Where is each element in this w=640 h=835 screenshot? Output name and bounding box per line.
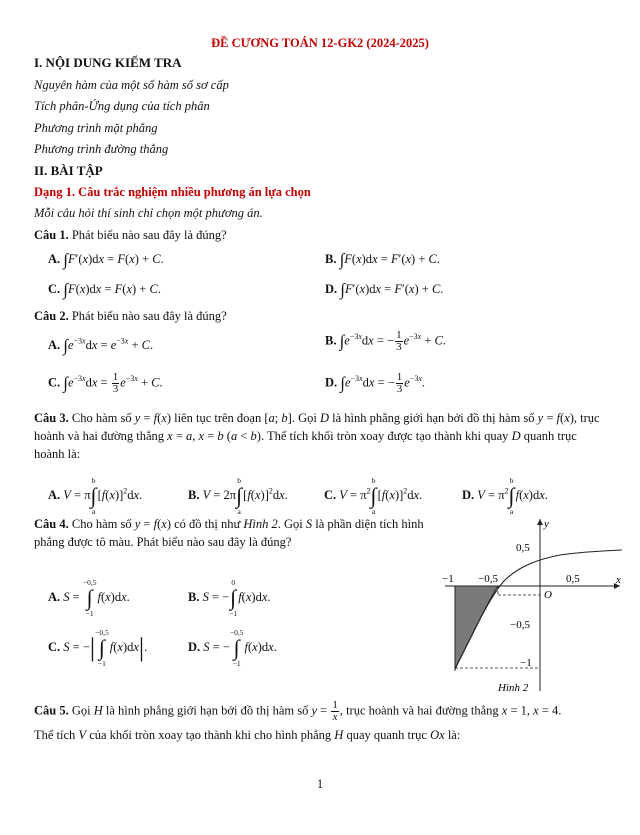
question-text: quay bbox=[484, 429, 509, 443]
q2-option-a[interactable]: A. $\int e^{-3x}dx = e^{-3x} + C$. bbox=[48, 336, 154, 355]
y-axis-arrow bbox=[537, 519, 543, 525]
tick-y-minus-1: −1 bbox=[520, 657, 532, 669]
question-text: quay quanh trục bbox=[346, 728, 427, 742]
option-label: D. bbox=[462, 487, 475, 502]
question-label: Câu 4. bbox=[34, 517, 69, 531]
q1-option-c[interactable]: C. ∫F(x)dx = F(x) + C. bbox=[48, 280, 161, 299]
option-label: A. bbox=[48, 589, 61, 604]
question-text: , trục hoành và hai đường thẳng bbox=[34, 411, 600, 443]
question-text: là: bbox=[447, 728, 461, 742]
question-text: Phát biểu nào sau đây là đúng? bbox=[71, 309, 227, 323]
option-label: A. bbox=[48, 487, 61, 502]
page-title: ĐỀ CƯƠNG TOÁN 12-GK2 (2024-2025) bbox=[211, 36, 429, 50]
option-label: B. bbox=[188, 589, 200, 604]
question-4: Câu 4. Cho hàm số y = f(x) có đồ thị như Hình 2. Gọi S là phần diện tích hình phẳng được tô màu. Phát biểu nào sau đây là đúng? bbox=[34, 517, 424, 549]
option-label: D. bbox=[325, 281, 338, 296]
option-label: B. bbox=[325, 251, 337, 266]
origin-label: O bbox=[544, 589, 552, 601]
question-text: , trục hoành và hai đường thẳng bbox=[339, 703, 499, 718]
q1-option-b[interactable]: B. ∫F(x)dx = F′(x) + C. bbox=[325, 250, 440, 269]
question-text: của khối tròn xoay tạo thành khi cho hình phẳng bbox=[89, 728, 332, 742]
q2-option-c[interactable]: C. $\int e^{-3x}dx$ = $\frac{1}{3}$ $e^{-3x} + C$. bbox=[48, 371, 163, 395]
question-text: hình phẳng được tô màu. Phát biểu nào sau đây là đúng? bbox=[34, 517, 424, 549]
question-label: Câu 5. bbox=[34, 703, 69, 718]
option-label: B. bbox=[325, 333, 337, 348]
q2-option-b[interactable]: B. $\int e^{-3x}dx$ = − $\frac{1}{3}$ $e^{-3x} + C$. bbox=[325, 329, 446, 353]
instruction-text: Mỗi câu hỏi thí sinh chỉ chọn một phương án. bbox=[34, 206, 263, 220]
question-text: quanh trục hoành là: bbox=[34, 429, 577, 461]
question-text: Phát biểu nào sau đây là đúng? bbox=[71, 228, 227, 242]
question-3: Câu 3. Cho hàm số y = f(x) liên tục trên đoạn [a; b]. Gọi D là hình phẳng giới hạn bởi đồ thị hàm số y = f(x), trục hoành và hai đường thẳng x = a, x = b (a < b). Thể tích khối tròn xoay được tạo thành khi quay D quanh trục hoành là: bbox=[34, 411, 600, 461]
tick-x-0-5: 0,5 bbox=[566, 573, 580, 585]
question-text: có đồ thị như bbox=[174, 517, 241, 531]
q4-option-c[interactable]: C. S = −|−0,5 ∫ −1f(x)dx|. bbox=[48, 628, 148, 668]
question-label: Câu 1. bbox=[34, 228, 69, 242]
q4-option-d[interactable]: D. S = −−0,5 ∫ −1f(x)dx. bbox=[188, 628, 277, 668]
question-text: Gọi bbox=[71, 703, 91, 718]
question-text: . Thể tích khối tròn xoay được tạo thành khi bbox=[260, 429, 481, 443]
question-text: . Gọi bbox=[291, 411, 317, 425]
option-label: A. bbox=[48, 251, 61, 266]
tick-y-minus-0-5: −0,5 bbox=[510, 619, 530, 631]
question-5-line2: Thể tích V của khối tròn xoay tạo thành khi cho hình phẳng H quay quanh trục Ox là: bbox=[34, 728, 461, 742]
question-label: Câu 3. bbox=[34, 411, 69, 425]
question-text: Cho hàm số bbox=[71, 411, 132, 425]
option-label: D. bbox=[325, 375, 338, 390]
x-label: x bbox=[616, 574, 621, 586]
question-label: Câu 2. bbox=[34, 309, 69, 323]
q4-option-b[interactable]: B. S = −0 ∫ −1f(x)dx. bbox=[188, 578, 271, 618]
page-number: 1 bbox=[316, 777, 324, 791]
q3-option-a[interactable]: A. V = πb ∫ $a[f(x)]^2dx$. bbox=[48, 476, 143, 516]
q3-option-d[interactable]: D. $V = \pi^2b$ ∫ af(x)dx. bbox=[462, 476, 548, 516]
option-label: C. bbox=[48, 375, 61, 390]
q4-option-a[interactable]: A. S = −0,5 ∫ −1f(x)dx. bbox=[48, 578, 130, 618]
question-text: Thể tích bbox=[34, 728, 76, 742]
y-label: y bbox=[544, 518, 549, 530]
q3-option-b[interactable]: B. V = 2πb ∫ $a[f(x)]^2dx$. bbox=[188, 476, 288, 516]
option-label: C. bbox=[48, 281, 61, 296]
q3-option-c[interactable]: C. $V = \pi^2b$ ∫ $a[f(x)]^2dx$. bbox=[324, 476, 423, 516]
q1-option-d[interactable]: D. ∫F′(x)dx = F′(x) + C. bbox=[325, 280, 444, 299]
q1-option-a[interactable]: A. ∫F′(x)dx = F(x) + C. bbox=[48, 250, 164, 269]
topic-item: Phương trình đường thẳng bbox=[34, 142, 169, 156]
question-text: là hình phẳng giới hạn bởi đồ thị hàm số bbox=[332, 411, 535, 425]
option-label: B. bbox=[188, 487, 200, 502]
question-text: là hình phẳng giới hạn bởi đồ thị hàm số bbox=[105, 703, 309, 718]
tick-x-minus-1: −1 bbox=[442, 573, 454, 585]
option-label: C. bbox=[324, 487, 337, 502]
topic-item: Nguyên hàm của một số hàm số sơ cấp bbox=[34, 78, 229, 92]
question-text: liên tục trên đoạn bbox=[174, 411, 262, 425]
q2-option-d[interactable]: D. $\int e^{-3x}dx$ = − $\frac{1}{3}$ $e^{-3x}$. bbox=[325, 371, 426, 395]
section1-heading: I. NỘI DUNG KIỂM TRA bbox=[34, 55, 182, 70]
option-label: D. bbox=[188, 639, 201, 654]
option-label: C. bbox=[48, 639, 61, 654]
question-text: là phần diện tích bbox=[315, 517, 399, 531]
question-2 bbox=[34, 309, 227, 324]
tick-y-0-5: 0,5 bbox=[516, 542, 530, 554]
topic-item: Phương trình mặt phẳng bbox=[34, 121, 158, 135]
dang1-heading: Dạng 1. Câu trắc nghiệm nhiều phương án lựa chọn bbox=[34, 185, 311, 199]
figure-reference: Hình 2 bbox=[243, 517, 278, 531]
option-label: A. bbox=[48, 337, 61, 352]
question-text: Cho hàm số bbox=[71, 517, 132, 531]
figure-caption: Hình 2 bbox=[498, 682, 529, 694]
topic-item: Tích phân-Ứng dụng của tích phân bbox=[34, 99, 210, 113]
question-text: . Gọi bbox=[277, 517, 303, 531]
section2-heading: II. BÀI TẬP bbox=[34, 163, 103, 178]
function-graph bbox=[440, 515, 625, 695]
question-5: Câu 5. Gọi H là hình phẳng giới hạn bởi đồ thị hàm số y = $\frac{1}{x}$ , trục hoành và hai đường thẳng x = 1, x = 4. bbox=[34, 699, 562, 723]
question-1 bbox=[34, 228, 227, 243]
tick-x-minus-0-5: −0,5 bbox=[478, 573, 498, 585]
